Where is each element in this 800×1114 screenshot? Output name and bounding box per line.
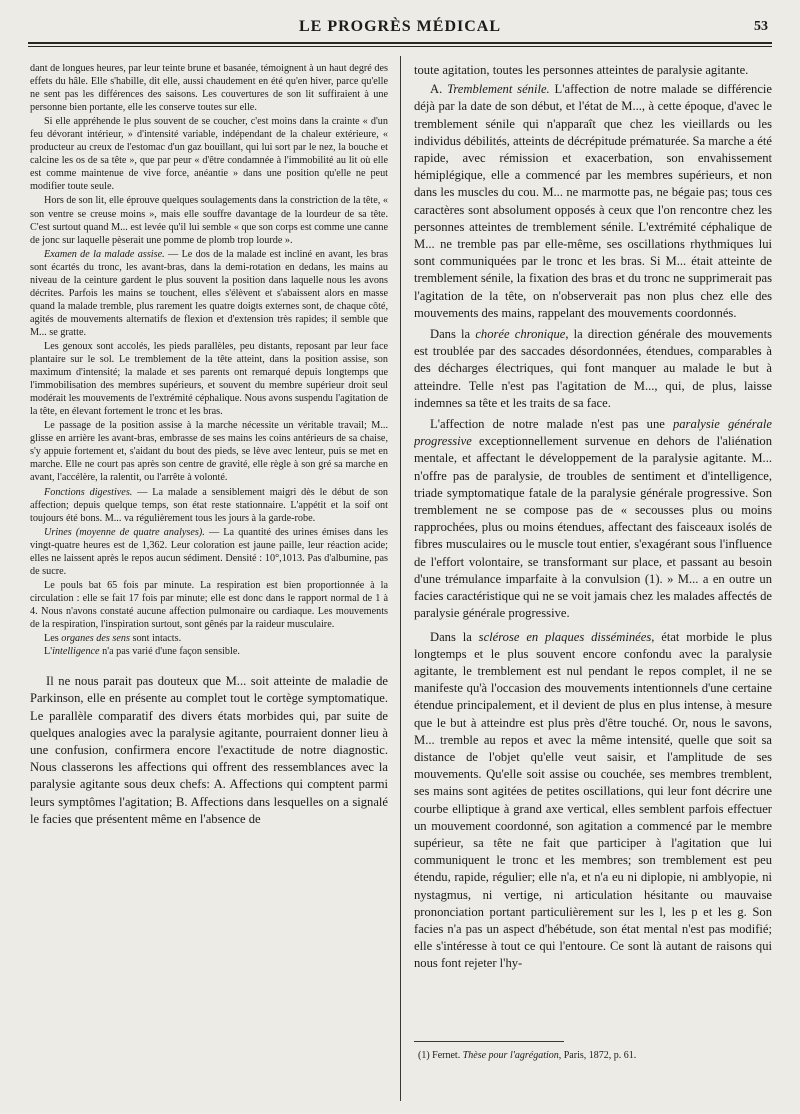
emphasis: Tremblement sénile.	[447, 82, 550, 97]
emphasis: Thèse pour l'agrégation	[462, 1050, 559, 1061]
text-run: A.	[430, 82, 448, 97]
paragraph: Il ne nous parait pas douteux que M... soit atteinte de maladie de Parkinson, elle en présente au complet tout le cortège symptomatique. Le parallèle comparatif des divers états morbides qui, par suite de quelques analogies avec la paralysie agitante, pourraient donner lieu à une confusion, confirmera encore l'exactitude de notre diagnostic. Nous classerons les affections qui offrent des ressemblances avec la paralysie agitante sous deux chefs: A. Affections qui comptent parmi leurs symptômes l'agitation; B. Affections dans lesquelles on a signalé le facies que présentent même en l'absence de	[30, 674, 388, 826]
paragraph: toute agitation, toutes les personnes atteintes de paralysie agitante.	[414, 63, 749, 77]
text-run: Dans la	[430, 327, 476, 342]
text-run: Dans la	[430, 629, 479, 644]
paragraph	[414, 416, 772, 622]
discussion-body	[30, 673, 388, 828]
text-run: n'a pas varié d'une façon sensible.	[99, 646, 240, 658]
paragraph-text: — La quantité des urines émises dans les vingt-quatre heures est de 1,362. Leur coloration est jaune paille, leur réaction acide; elles ne laissent après le repos aucun sédiment. Densité : 10°,1013. Pas d'albumine, pas de sucre.	[30, 526, 388, 577]
emphasis: intelligence	[52, 646, 100, 658]
emphasis: sclérose en plaques disséminées	[478, 629, 652, 644]
text-run: sont intacts.	[129, 633, 182, 645]
paragraph	[30, 248, 388, 339]
section-heading: Urines (moyenne de quatre analyses).	[44, 526, 205, 538]
paragraph	[30, 645, 388, 658]
paragraph: Hors de son lit, elle éprouve quelques soulagements dans la constriction de la tête, « son ventre se creuse moins », mais elle souffre davantage de la lourdeur de sa tête. C'est surtout quand M... est levée qu'il lui semble « que son corps est comme une canne de jonc sur laquelle pèserait une pomme de plomb trop lourde ».	[30, 195, 388, 246]
paragraph	[414, 629, 772, 973]
footnote-rule	[414, 1041, 564, 1042]
case-report-small-print	[30, 62, 388, 658]
paragraph: Le pouls bat 65 fois par minute. La respiration est bien proportionnée à la circulation : elle se fait 17 fois par minute; elle est donc dans le rapport normal de 1 à 4. Nous n'avons constaté aucune affection pulmonaire ou cardiaque. Les mouvements de la respiration, l'inspiration surtout, sont gênés par la raideur musculaire.	[30, 579, 388, 630]
paragraph: dant de longues heures, par leur teinte brune et basanée, témoignent à un haut degré des effets du hâle. Elle s'habille, dit elle, aussi chaudement en été qu'en hiver, parce qu'elle ne sent pas les différences des saisons. Les couvertures de son lit suffiraient à une personne bien portante, elle les conserve toutes sur elle.	[30, 63, 388, 114]
journal-title: LE PROGRÈS MÉDICAL	[298, 18, 502, 35]
running-head	[30, 16, 770, 40]
text-run: (1) Fernet.	[418, 1050, 463, 1061]
differential-diagnosis-body	[414, 62, 772, 973]
emphasis: organes des sens	[61, 633, 130, 645]
paragraph: Le passage de la position assise à la marche nécessite un véritable travail; M... glisse en arrière les avant-bras, embrasse de ses mains les coins antérieurs de sa chaise, s'y appuie fortement et, s'aidant du bout des pieds, se lève avec lenteur, puis se met en marche. Elle ne court pas après son centre de gravité, elle règle à son gré sa marche en avant, l'accélère, la ralentit, ou l'arrête à volonté.	[30, 420, 388, 484]
paragraph-text: — La malade a sensiblement maigri dès le début de son affection; depuis quelque temps, son état reste stationnaire. L'appétit et la soif ont toujours été bons. M... va régulièrement tous les jours à la garde-robe.	[30, 486, 388, 524]
paragraph	[414, 81, 772, 322]
text-run: L'	[44, 646, 53, 658]
paragraph	[30, 632, 388, 645]
section-heading: Fonctions digestives.	[44, 486, 133, 498]
paragraph	[30, 526, 388, 578]
right-column	[414, 62, 772, 1106]
text-run: , Paris, 1872, p. 61.	[558, 1050, 637, 1061]
emphasis: paralysie générale progressive	[414, 417, 772, 449]
paragraph	[414, 326, 772, 412]
page-number: 53	[754, 19, 768, 34]
text-run: exceptionnellement survenue en dehors de l'aliénation mentale, et affectant le développement de la paralysie agitante. M... n'offre pas de paralysie, de troubles de sentiment et d'intelligence, triade symptomatique fatale de la paralysie générale progressive. Son tremblement ne se compose pas de « secousses plus ou moins rapprochées, plus ou moins étendues, affectant des faisceaux isolés de fibres musculaires ou le muscle tout entier, s'exagérant sous l'influence de l'effort volontaire, se transformant sur place, et passant au besoin d'une trémulance imparfaite à la convulsion (1). » M... a en outre un facies caractéristique qui ne se voit jamais chez les malades affectés de paralysie générale progressive.	[414, 434, 772, 621]
left-column	[30, 62, 388, 1106]
header-rule-thin	[28, 46, 772, 47]
text-run: L'affection de notre malade n'est pas une	[430, 417, 673, 432]
column-divider	[400, 56, 401, 1101]
text-run: L'affection de notre malade se différencie déjà par la date de son début, et l'état de M..., à cette époque, d'avec le tremblement sénile qui n'apparaît que chez les vieillards ou les individus débilités, atteints de décrépitude prématurée. Sa marche a été rapide, avec rémission et exacerbation, son envahissement hémiplégique, elle a commencé par les membres supérieurs, et non dans les muscles du cou. M... ne marmotte pas, ne bégaie pas; tous ces caractères sont absolument opposés à ceux que l'on rencontre chez les personnes atteintes de tremblement sénile. L'extrémité céphalique de M... ne tremble pas par elle-même, ses oscillations rhythmiques lui sont communiquées par le tronc et les bras. Si M... était atteinte de tremblement sénile, la fixation des bras et du tronc ne supprimerait pas l'agitation de la tête, on n'observerait pas non plus chez elle des mouvements des mains, rappelant des mouvements coordonnés.	[414, 82, 772, 320]
text-run: , état morbide le plus longtemps et le plus souvent encore confondu avec la paralysie agitante, le tremblement est nul pendant le repos complet, il ne se manifeste qu'à l'occasion des mouvements intentionnels d'une certaine étendue principalement, et il devient de plus en plus intense, à mesure que le but à atteindre est plus près d'être touché. Or, nous le savons, M... tremble au repos et avec la même intensité, quelle que soit sa distance de l'objet qu'elle veut saisir, et l'amplitude de ses mouvements. Qu'elle soit assise ou couchée, ses membres tremblent, ses mains sont agitées de petites oscillations, qui leur font décrire une courbe elliptique à grand axe vertical, elles semblent parfois effectuer un mouvement coordonné, son agitation a commencé par le membre supérieur, sa tête ne fait que participer à l'agitation que lui communiquent le tronc et les membres; son tremblement est peu étendu, rapide, régulier; elle n'a, et n'a eu ni diplopie, ni amblyopie, ni nystagmus, ni vertige, ni articulation hésitante ou mauvaise prononciation portant particulièrement sur les l, les p et les g. Son facies n'a pas un aspect d'hébétude, son état mental n'est pas modifié; elle s'intéresse à tout ce qui l'entoure. Ce sont là autant de raisons qui nous font rejeter l'hy-	[414, 629, 772, 971]
paragraph	[30, 486, 388, 525]
text-run: , la direction générale des mouvements est troublée par des saccades désordonnées, étendues, comparables à des décharges électriques, qui font manquer au malade le but à atteindre. Telle n'est pas l'agitation de M..., qui, de plus, laisse indemnes sa tête et les traits de sa face.	[414, 327, 772, 410]
paragraph-text: — Le dos de la malade est incliné en avant, les bras sont écartés du tronc, les avant-bras, dans la demi-rotation en dedans, les mains au niveau de la ceinture gardent le plus souvent la position dans laquelle nous les avons décrites. Parfois les mains se touchent, elles s'élèvent et s'abaissent alors en masse quand la malade tremble, plus rarement les quatre doigts externes sont, de chaque côté, agités de mouvements alternatifs de flexion et d'extension très rapides; il semble que M... se gratte.	[30, 248, 388, 338]
header-rule-thick	[28, 42, 772, 44]
text-run: Les	[44, 633, 62, 645]
emphasis: chorée chronique	[475, 327, 566, 342]
footnote	[418, 1050, 768, 1062]
section-heading: Examen de la malade assise.	[44, 248, 165, 260]
paragraph: Les genoux sont accolés, les pieds parallèles, peu distants, reposant par leur face plantaire sur le sol. Le tremblement de la tête atteint, dans la position assise, son maximum d'intensité; la malade et ses parents ont remarqué depuis longtemps que l'immobilisation des membres supérieurs, et souvent du membre supérieur droit seul modérait les mouvements de l'extrémité céphalique. Nous avons suspendu l'agitation de la tête, en élevant fortement le tronc et les bras.	[30, 340, 388, 418]
paragraph: Si elle appréhende le plus souvent de se coucher, c'est moins dans la crainte « d'un feu dévorant intérieur, » d'intensité variable, indépendant de la chaleur extérieure, « producteur au creux de l'estomac d'un gaz bouillant, qui lui sort par le nez, la bouche et calcine les os de sa tête », que par peur « d'être condamnée à l'immobilité au lit où elle est comme maintenue de vive force, anéantie » dans une position qu'elle ne peut modifier toute seule.	[30, 116, 388, 193]
